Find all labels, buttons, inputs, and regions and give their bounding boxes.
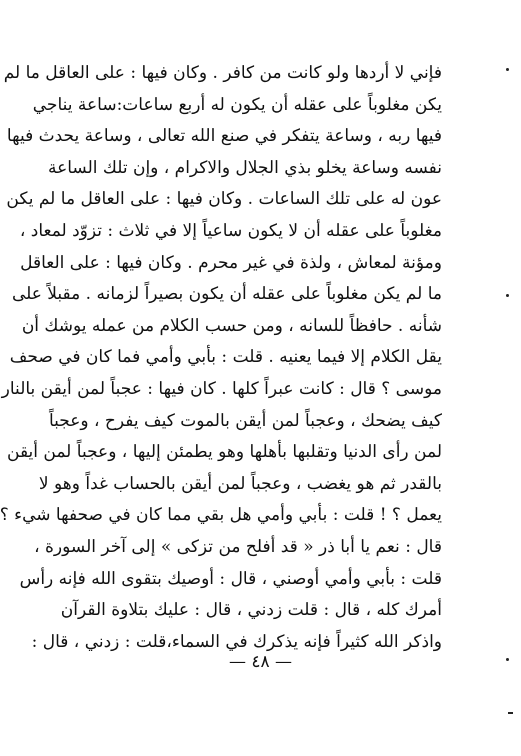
text-line: بالقدر ثم هو يغضب ، وعجباً لمن أيقن بالحساب غداً وهو لا (38, 473, 442, 494)
text-line: فيها ربه ، وساعة يتفكر في صنع الله تعالى ، وساعة يحدث فيها (6, 126, 442, 147)
text-line: فإني لا أردها ولو كانت من كافر . وكان فيها : على العاقل ما لم (3, 63, 442, 83)
text-line: يعمل ؟ ! قلت : بأبي وأمي هل بقي مما كان في صحفها شيء ؟ (0, 505, 442, 526)
text-line: ومؤنة لمعاش ، ولذة في غير محرم . وكان فيها : على العاقل (20, 252, 442, 273)
scan-speck (508, 712, 513, 714)
scan-speck (506, 68, 509, 71)
text-line: كيف يضحك ، وعجباً لمن أيقن بالموت كيف يفرح ، وعجباً (48, 410, 442, 431)
text-line: لمن رأى الدنيا وتقلبها بأهلها وهو يطمئن إليها ، وعجباً لمن أيقن (7, 442, 442, 463)
text-line: يقل الكلام إلا فيما يعنيه . قلت : بأبي وأمي فما كان في صحف (9, 347, 442, 368)
page-number: — ٤٨ — (228, 652, 293, 672)
text-line: قلت : بأبي وأمي أوصني ، قال : أوصيك بتقوى الله فإنه رأس (19, 568, 442, 589)
text-line: شأنه . حافظاً للسانه ، ومن حسب الكلام من عمله يوشك أن (21, 315, 442, 336)
text-line: ما لم يكن مغلوباً على عقله أن يكون بصيراً لزمانه . مقبلاً على (11, 284, 442, 305)
page-body-text (0, 58, 442, 658)
text-line: قال : نعم يا أبا ذر « قد أفلح من تزكى » إلى آخر السورة ، (34, 536, 442, 557)
scan-speck (506, 658, 509, 661)
text-line: واذكر الله كثيراً فإنه يذكرك في السماء،قلت : زدني ، قال : (31, 631, 442, 652)
scan-speck (506, 294, 509, 297)
text-line: نفسه وساعة يخلو بذي الجلال والاكرام ، وإن تلك الساعة (47, 157, 442, 178)
text-line: عون له على تلك الساعات . وكان فيها : على العاقل ما لم يكن (6, 189, 442, 210)
text-line: موسى ؟ قال : كانت عبراً كلها . كان فيها : عجباً لمن أيقن بالنار (1, 378, 442, 399)
text-line: يكن مغلوباً على عقله أن يكون له أربع ساعات:ساعة يناجي (32, 94, 442, 115)
text-line: مغلوباً على عقله أن لا يكون ساعياً إلا في ثلاث : تزوّد لمعاد ، (19, 220, 442, 241)
text-line: أمرك كله ، قال : قلت زدني ، قال : عليك بتلاوة القرآن (60, 600, 442, 621)
